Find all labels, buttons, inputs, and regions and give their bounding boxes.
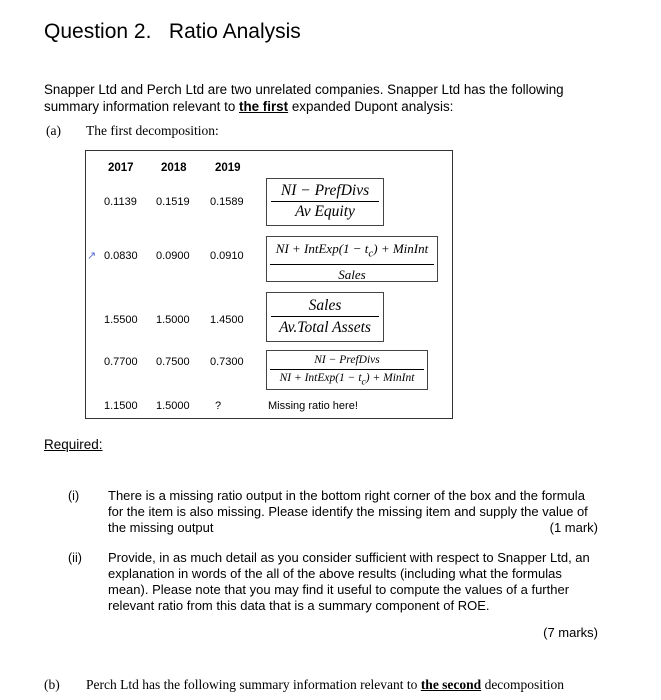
part-b-emphasis: the second	[420, 677, 482, 692]
missing-ratio-note: Missing ratio here!	[268, 400, 358, 412]
part-a-heading: The first decomposition:	[86, 123, 219, 138]
row2-2019: 0.0910	[210, 250, 244, 262]
row2-2017: 0.0830	[104, 250, 138, 262]
formula-profit-margin	[266, 236, 438, 282]
year-header-2019: 2019	[215, 162, 241, 174]
formula-asset-turnover-numerator: Sales	[271, 295, 379, 317]
cursor-arrow-icon: ↗	[87, 250, 97, 262]
formula-roe-denominator: Av Equity	[295, 203, 355, 220]
part-b-text: Perch Ltd has the following summary information relevant to the second decomposition	[86, 677, 565, 692]
row1-2017: 0.1139	[104, 196, 137, 208]
row3-2017: 1.5500	[104, 314, 138, 326]
part-a-label: (a)	[46, 123, 61, 138]
intro-text-after: expanded Dupont analysis:	[288, 99, 454, 114]
year-header-2017: 2017	[108, 162, 134, 174]
row4-2018: 0.7500	[156, 356, 190, 368]
question-i-text: There is a missing ratio output in the bottom right corner of the box and the formula for the item is also missing. Please identify the missing item and supply the value of the missing output	[108, 488, 588, 535]
formula-interest-burden-numerator: NI − PrefDivs	[270, 352, 424, 370]
formula-asset-turnover	[266, 292, 384, 342]
row3-2019: 1.4500	[210, 314, 244, 326]
intro-paragraph	[44, 81, 604, 115]
question-i-marks: (1 mark)	[549, 520, 598, 535]
question-ii-marks: (7 marks)	[543, 625, 598, 640]
row5-2019-missing: ?	[215, 400, 222, 412]
row4-2017: 0.7700	[104, 356, 138, 368]
required-heading: Required:	[44, 437, 103, 452]
row3-2018: 1.5000	[156, 314, 190, 326]
row5-2018: 1.5000	[156, 400, 190, 412]
question-ii-text: Provide, in as much detail as you consider sufficient with respect to Snapper Ltd, an explanation in words of the all of the above results (including what the formulas mean). Please note that you may find it useful to compute the values of a further relevant ratio from this data that is a summary component of ROE.	[108, 550, 590, 613]
formula-interest-burden-denominator: NI + IntExp(1 − $t_c$) + MinInt	[279, 372, 415, 388]
intro-text-before: Snapper Ltd and Perch Ltd are two unrelated companies. Snapper Ltd has the following summary information relevant to	[44, 82, 564, 114]
row1-2019: 0.1589	[210, 196, 244, 208]
formula-profit-margin-denominator: Sales	[338, 266, 366, 282]
part-b-label: (b)	[44, 677, 60, 692]
row2-2018: 0.0900	[156, 250, 190, 262]
row1-2018: 0.1519	[156, 196, 190, 208]
formula-asset-turnover-denominator: Av.Total Assets	[279, 319, 371, 336]
intro-emphasis: the first	[238, 99, 289, 114]
year-header-2018: 2018	[161, 162, 187, 174]
row4-2019: 0.7300	[210, 356, 244, 368]
question-title: Question 2. Ratio Analysis	[44, 20, 301, 43]
formula-interest-burden	[266, 350, 428, 390]
formula-profit-margin-numerator: NI + IntExp(1 − $t_c$) + MinInt	[270, 239, 434, 265]
question-i-number: (i)	[68, 489, 80, 503]
formula-roe-numerator: NI − PrefDivs	[271, 181, 379, 202]
row5-2017: 1.1500	[104, 400, 138, 412]
question-ii-number: (ii)	[68, 551, 82, 565]
formula-roe	[266, 178, 384, 226]
